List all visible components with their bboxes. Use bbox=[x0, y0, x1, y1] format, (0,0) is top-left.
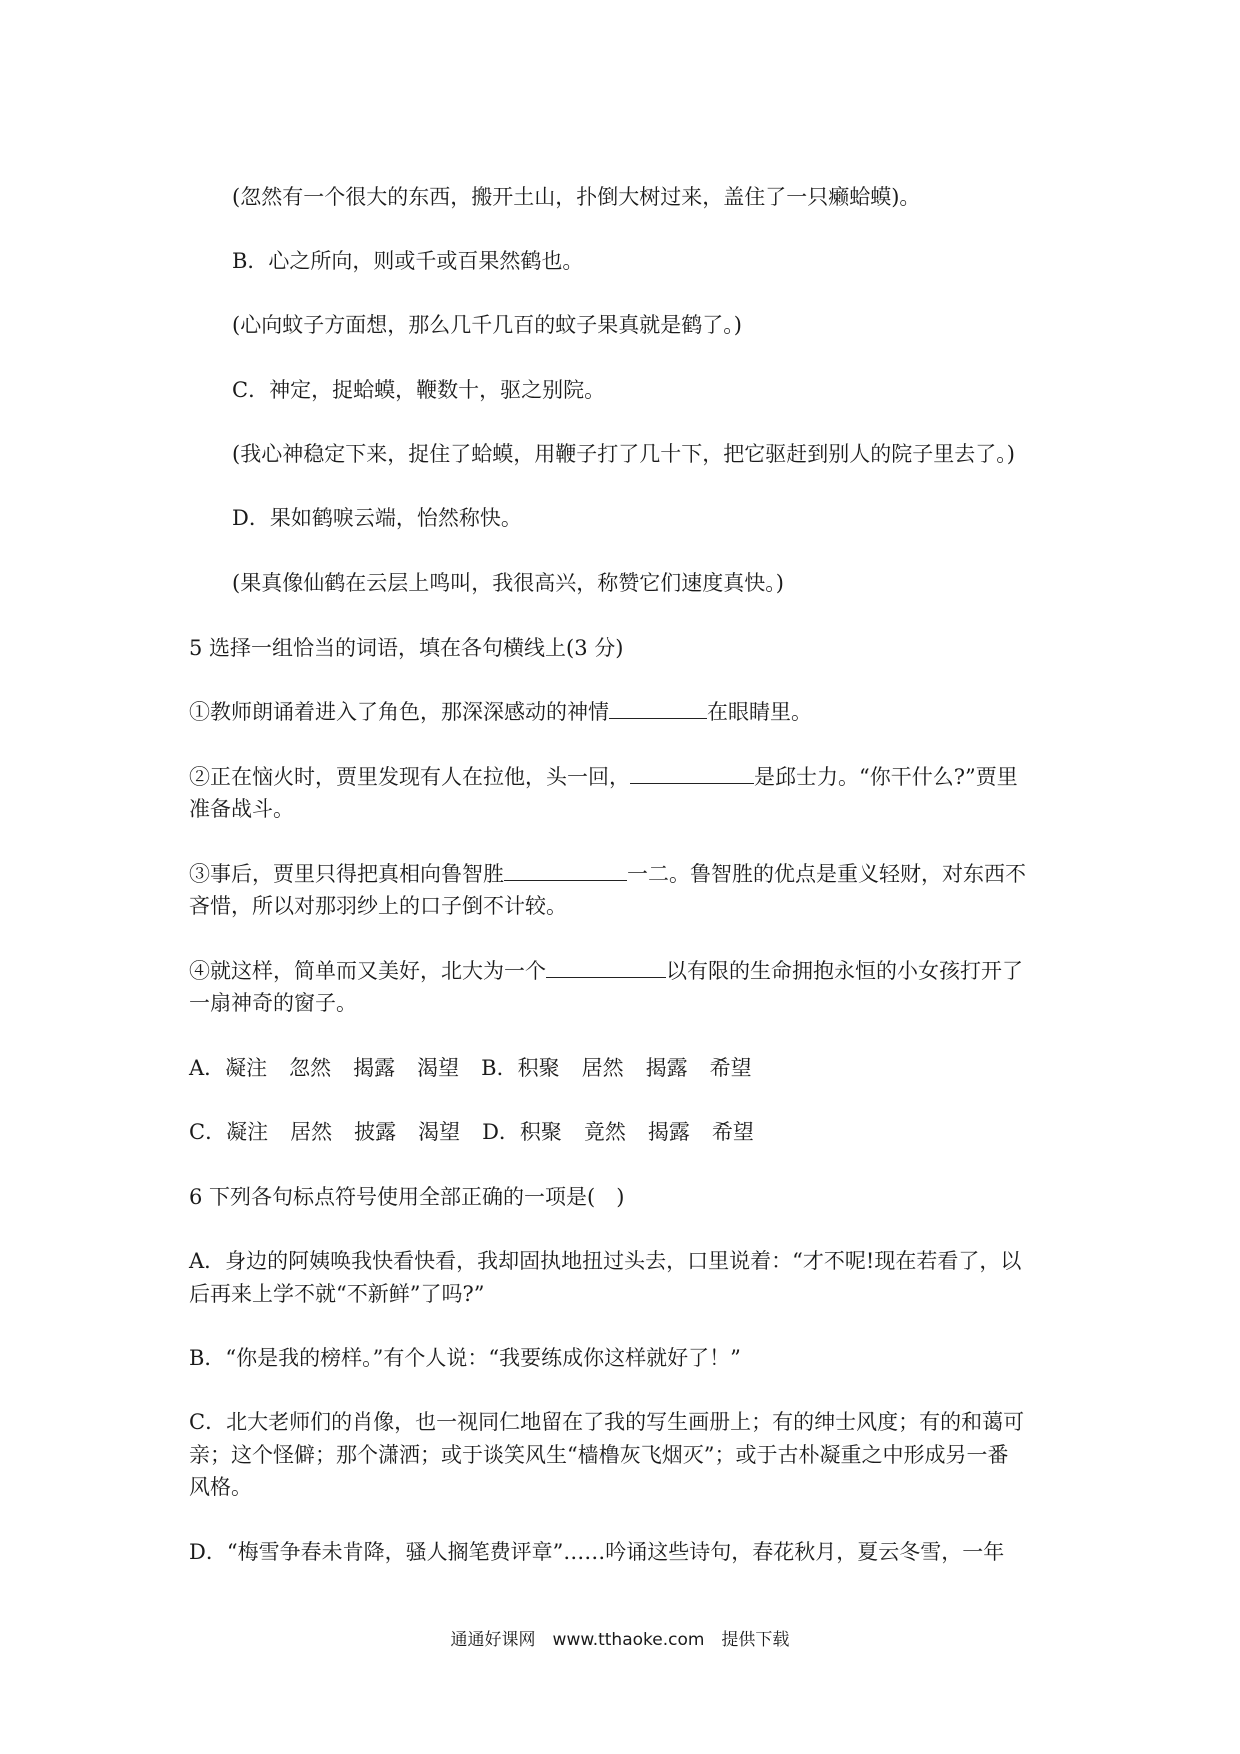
question-5-sentence-2-cont: 准备战斗。 bbox=[189, 797, 294, 821]
option-word: 忽然 bbox=[289, 1056, 332, 1080]
question-6-option-a-line-1: A．身边的阿姨唤我快看快看，我却固执地扭过头去，口里说着：“才不呢!现在若看了，以 bbox=[189, 1249, 1022, 1273]
question-6-option-c-line-2: 亲；这个怪僻；那个潇洒；或于谈笑风生“樯橹灰飞烟灭”；或于古朴凝重之中形成另一番 bbox=[189, 1443, 1009, 1467]
option-word: 居然 bbox=[290, 1120, 333, 1144]
option-word: C．凝注 bbox=[189, 1120, 269, 1144]
option-word: 希望 bbox=[711, 1120, 754, 1144]
option-word: 揭露 bbox=[645, 1056, 688, 1080]
fill-blank bbox=[630, 765, 754, 784]
option-word: 竟然 bbox=[583, 1120, 626, 1144]
question-5-options-row-2 bbox=[189, 1116, 776, 1148]
question-6-option-c-line-1: C．北大老师们的肖像，也一视同仁地留在了我的写生画册上；有的绅士风度；有的和蔼可 bbox=[189, 1410, 1025, 1434]
question-5-options-row-1 bbox=[189, 1052, 774, 1084]
option-word: 希望 bbox=[709, 1056, 752, 1080]
option-d-translation: (果真像仙鹤在云层上鸣叫，我很高兴，称赞它们速度真快。) bbox=[232, 571, 784, 595]
sentence-text: 是邱士力。“你干什么?”贾里 bbox=[754, 765, 1018, 789]
sentence-text: 在眼睛里。 bbox=[707, 700, 812, 724]
option-word: 揭露 bbox=[353, 1056, 396, 1080]
option-word: B．积聚 bbox=[481, 1056, 560, 1080]
question-6-option-a-line-2: 后再来上学不就“不新鲜”了吗?” bbox=[189, 1282, 485, 1306]
option-word: 渴望 bbox=[417, 1056, 460, 1080]
fill-blank bbox=[546, 959, 666, 978]
question-5-sentence-4-cont: 一扇神奇的窗子。 bbox=[189, 991, 357, 1015]
sentence-text: ③事后，贾里只得把真相向鲁智胜 bbox=[189, 862, 504, 886]
option-b-translation: (心向蚊子方面想，那么几千几百的蚊子果真就是鹤了。) bbox=[232, 313, 742, 337]
question-5-sentence-4 bbox=[189, 955, 1023, 987]
question-6-option-d-line-1: D．“梅雪争春未肯降，骚人搁笔费评章”……吟诵这些诗句，春花秋月，夏云冬雪，一年 bbox=[189, 1540, 1005, 1564]
sentence-text: ②正在恼火时，贾里发现有人在拉他，头一回， bbox=[189, 765, 630, 789]
fill-blank bbox=[504, 862, 627, 881]
option-word: A．凝注 bbox=[189, 1056, 268, 1080]
question-5-stem: 5 选择一组恰当的词语，填在各句横线上(3 分) bbox=[189, 636, 624, 660]
option-d: D．果如鹤唳云端，怡然称快。 bbox=[232, 506, 522, 530]
option-word: 揭露 bbox=[647, 1120, 690, 1144]
option-a-translation: (忽然有一个很大的东西，搬开土山，扑倒大树过来，盖住了一只癞蛤蟆)。 bbox=[232, 185, 921, 209]
question-6-stem: 6 下列各句标点符号使用全部正确的一项是( ) bbox=[189, 1185, 625, 1209]
question-5-sentence-1 bbox=[189, 696, 812, 728]
option-word: 披露 bbox=[354, 1120, 397, 1144]
option-b: B．心之所向，则或千或百果然鹤也。 bbox=[232, 249, 584, 273]
fill-blank bbox=[609, 700, 707, 719]
download-footer: 通通好课网 www.tthaoke.com 提供下载 bbox=[450, 1630, 790, 1650]
sentence-text: ①教师朗诵着进入了角色，那深深感动的神情 bbox=[189, 700, 609, 724]
option-c-translation: (我心神稳定下来，捉住了蛤蟆，用鞭子打了几十下，把它驱赶到别人的院子里去了。) bbox=[232, 442, 1015, 466]
option-word: 居然 bbox=[581, 1056, 624, 1080]
question-5-sentence-2 bbox=[189, 761, 1018, 793]
option-word: 渴望 bbox=[418, 1120, 461, 1144]
question-5-sentence-3-cont: 吝惜，所以对那羽纱上的口子倒不计较。 bbox=[189, 894, 567, 918]
question-6-option-c-line-3: 风格。 bbox=[189, 1475, 252, 1499]
sentence-text: ④就这样，简单而又美好，北大为一个 bbox=[189, 959, 546, 983]
question-6-option-b: B．“你是我的榜样。”有个人说：“我要练成你这样就好了！” bbox=[189, 1346, 741, 1370]
sentence-text: 以有限的生命拥抱永恒的小女孩打开了 bbox=[666, 959, 1023, 983]
question-5-sentence-3 bbox=[189, 858, 1026, 890]
sentence-text: 一二。鲁智胜的优点是重义轻财，对东西不 bbox=[627, 862, 1026, 886]
option-word: D．积聚 bbox=[482, 1120, 562, 1144]
option-c: C．神定，捉蛤蟆，鞭数十，驱之别院。 bbox=[232, 378, 606, 402]
